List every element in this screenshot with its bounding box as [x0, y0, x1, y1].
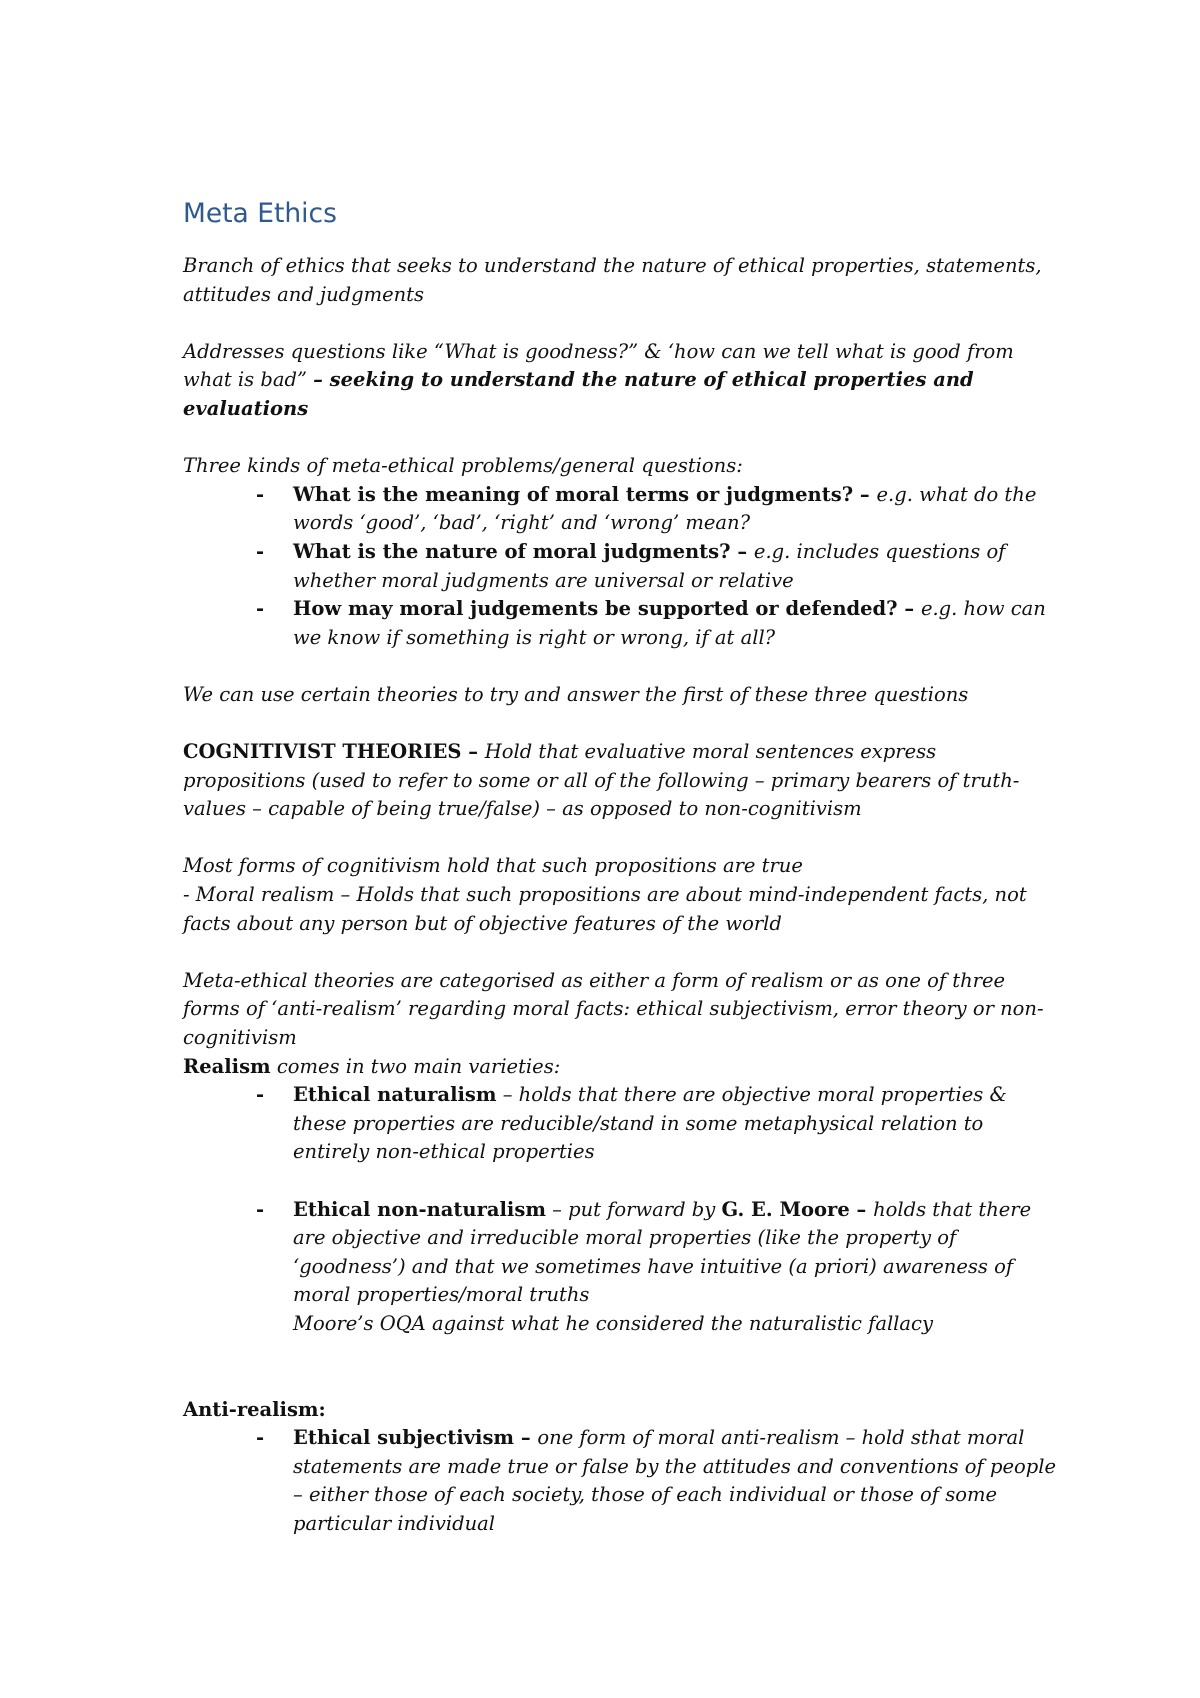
problems-list [183, 481, 1063, 653]
list-item [183, 595, 1063, 652]
list-spacer [183, 1167, 1063, 1196]
bullet-dash: - [256, 597, 265, 621]
list-item-text: one form of moral anti-realism – hold sthat moral statements are made true or false by the attitudes and conventions of people – either those of each society, those of each individual or those of some particular individual [293, 1426, 1056, 1535]
problems-intro: Three kinds of meta-ethical problems/general questions: [183, 454, 743, 478]
categorisation-paragraph: Meta-ethical theories are categorised as either a form of realism or as one of three forms of ‘anti-realism’ regarding moral facts: ethical subjectivism, error theory or non-cognitivism [183, 968, 1044, 1050]
realism-list [183, 1081, 1063, 1338]
anti-realism-list [183, 1424, 1063, 1538]
list-item [183, 1081, 1063, 1167]
bullet-dash: - [256, 482, 265, 506]
list-item-text-continued: holds that there are objective and irreducible moral properties (like the property of ‘goodness’) and that we sometimes have intuitive (a priori) awareness of moral properties/moral truths [293, 1197, 1032, 1307]
list-item-text: – holds that there are objective moral properties & these properties are reducible/stand in some metaphysical relation to entirely non-ethical properties [293, 1083, 1007, 1164]
list-item [183, 1424, 1063, 1538]
list-item-heading: How may moral judgements be supported or defended? – [293, 597, 921, 621]
list-item-heading: Ethical subjectivism – [293, 1426, 538, 1450]
moral-realism-line: - Moral realism – Holds that such propositions are about mind-independent facts, not facts about any person but of objective features of the world [183, 883, 1027, 935]
list-item-heading: What is the meaning of moral terms or judgments? – [293, 482, 877, 506]
cognitivism-line: Most forms of cognitivism hold that such propositions are true [183, 854, 803, 878]
list-item-text: e.g. what do the words ‘good’, ‘bad’, ‘right’ and ‘wrong’ mean? [293, 482, 1037, 535]
questions-text: Addresses questions like “What is goodness?” & ‘how can we tell what is good from what is bad” [183, 339, 1014, 392]
oqa-note: Moore’s OQA against what he considered the naturalistic fallacy [293, 1311, 933, 1335]
bullet-dash: - [256, 539, 265, 563]
questions-emphasis: – seeking to understand the nature of ethical properties and evaluations [183, 368, 974, 420]
list-item-text: – put forward by [545, 1197, 722, 1221]
list-item [183, 538, 1063, 595]
bullet-dash: - [256, 1083, 265, 1107]
anti-realism-heading: Anti-realism: [183, 1397, 326, 1421]
bullet-dash: - [256, 1426, 265, 1450]
list-item-heading: Ethical non-naturalism [293, 1197, 546, 1221]
bullet-dash: - [256, 1197, 265, 1221]
list-item [183, 481, 1063, 538]
definition-paragraph: Branch of ethics that seeks to understand the nature of ethical properties, statements, attitudes and judgments [183, 254, 1042, 306]
author-name: G. E. Moore – [721, 1197, 874, 1221]
theories-paragraph: We can use certain theories to try and answer the first of these three questions [183, 682, 969, 706]
section-gap [183, 1339, 1063, 1396]
list-item-heading: Ethical naturalism [293, 1083, 497, 1107]
realism-heading: Realism [183, 1054, 271, 1078]
document-body [183, 196, 1063, 1539]
list-item-text: e.g. includes questions of whether moral judgments are universal or relative [293, 539, 1006, 592]
realism-intro-text: comes in two main varieties: [270, 1054, 561, 1078]
cognitivist-text: Hold that evaluative moral sentences express propositions (used to refer to some or all of the following – primary bearers of truth-values – capable of being true/false) – as opposed to non-cognitivism [183, 740, 1020, 821]
list-item [183, 1196, 1063, 1339]
cognitivist-heading: COGNITIVIST THEORIES – [183, 740, 485, 764]
realism-intro [183, 1053, 1063, 1082]
list-item-heading: What is the nature of moral judgments? – [293, 539, 754, 563]
list-item-text: e.g. how can we know if something is right or wrong, if at all? [293, 597, 1046, 649]
questions-paragraph [183, 338, 1063, 424]
page-title: Meta Ethics [183, 198, 337, 229]
cognitivist-paragraph [183, 738, 1063, 824]
